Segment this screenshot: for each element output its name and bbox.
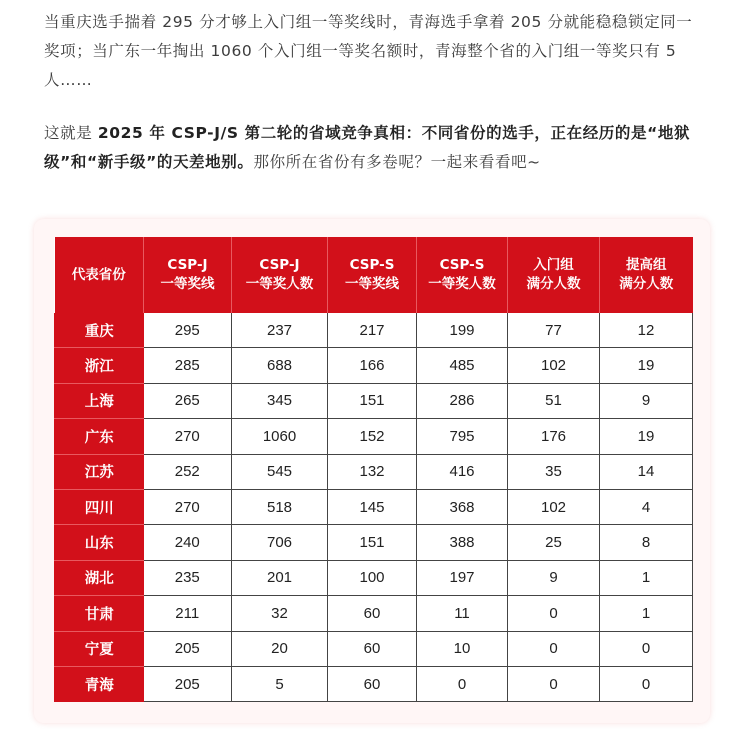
value-cell: 11 bbox=[417, 596, 508, 631]
value-cell: 102 bbox=[508, 348, 600, 383]
summary-paragraph bbox=[44, 119, 704, 177]
value-cell: 518 bbox=[232, 489, 328, 524]
value-cell: 270 bbox=[144, 489, 232, 524]
value-cell: 205 bbox=[144, 631, 232, 666]
value-cell: 345 bbox=[232, 383, 328, 418]
value-cell: 12 bbox=[600, 313, 693, 348]
column-header-line: 代表省份 bbox=[71, 266, 126, 283]
value-cell: 270 bbox=[144, 419, 232, 454]
value-cell: 100 bbox=[328, 560, 417, 595]
value-cell: 0 bbox=[508, 631, 600, 666]
header-row bbox=[55, 237, 693, 313]
value-cell: 252 bbox=[144, 454, 232, 489]
value-cell: 0 bbox=[600, 631, 693, 666]
value-cell: 706 bbox=[232, 525, 328, 560]
summary-prefix: 这就是 bbox=[44, 124, 98, 142]
column-header-line: 提高组 bbox=[626, 257, 667, 273]
table-row bbox=[55, 419, 693, 454]
value-cell: 0 bbox=[508, 666, 600, 701]
column-header-line: CSP-J bbox=[167, 257, 208, 273]
value-cell: 265 bbox=[144, 383, 232, 418]
value-cell: 197 bbox=[417, 560, 508, 595]
table-row bbox=[55, 560, 693, 595]
value-cell: 60 bbox=[328, 631, 417, 666]
province-cell: 山东 bbox=[55, 525, 144, 560]
table-row bbox=[55, 596, 693, 631]
province-cell: 江苏 bbox=[55, 454, 144, 489]
value-cell: 368 bbox=[417, 489, 508, 524]
province-cell: 青海 bbox=[55, 666, 144, 701]
table-row bbox=[55, 313, 693, 348]
value-cell: 240 bbox=[144, 525, 232, 560]
value-cell: 25 bbox=[508, 525, 600, 560]
value-cell: 545 bbox=[232, 454, 328, 489]
value-cell: 211 bbox=[144, 596, 232, 631]
value-cell: 237 bbox=[232, 313, 328, 348]
province-cell: 浙江 bbox=[55, 348, 144, 383]
value-cell: 152 bbox=[328, 419, 417, 454]
province-cell: 甘肃 bbox=[55, 596, 144, 631]
value-cell: 795 bbox=[417, 419, 508, 454]
column-header-line: 满分人数 bbox=[619, 276, 674, 292]
value-cell: 286 bbox=[417, 383, 508, 418]
province-cell: 四川 bbox=[55, 489, 144, 524]
value-cell: 151 bbox=[328, 525, 417, 560]
table-row bbox=[55, 454, 693, 489]
value-cell: 205 bbox=[144, 666, 232, 701]
summary-suffix: 那你所在省份有多卷呢？一起来看看吧~ bbox=[253, 153, 541, 171]
column-header-line: CSP-J bbox=[259, 257, 300, 273]
value-cell: 295 bbox=[144, 313, 232, 348]
table-row bbox=[55, 489, 693, 524]
column-header-line: CSP-S bbox=[349, 257, 395, 273]
value-cell: 145 bbox=[328, 489, 417, 524]
intro-paragraph: 当重庆选手揣着 295 分才够上入门组一等奖线时，青海选手拿着 205 分就能稳稳锁定同一奖项；当广东一年掏出 1060 个入门组一等奖名额时，青海整个省的入门组一等奖只有 5 人…… bbox=[44, 13, 693, 89]
value-cell: 0 bbox=[417, 666, 508, 701]
value-cell: 60 bbox=[328, 666, 417, 701]
table-row bbox=[55, 666, 693, 701]
value-cell: 10 bbox=[417, 631, 508, 666]
column-header-line: 一等奖线 bbox=[160, 276, 215, 292]
value-cell: 151 bbox=[328, 383, 417, 418]
column-header-line: 一等奖人数 bbox=[428, 276, 496, 292]
value-cell: 176 bbox=[508, 419, 600, 454]
value-cell: 8 bbox=[600, 525, 693, 560]
table-body bbox=[55, 313, 693, 702]
province-score-table bbox=[54, 237, 693, 702]
column-header bbox=[232, 237, 328, 313]
column-header bbox=[600, 237, 693, 313]
column-header bbox=[417, 237, 508, 313]
value-cell: 14 bbox=[600, 454, 693, 489]
table-row bbox=[55, 348, 693, 383]
table-header bbox=[55, 237, 693, 313]
value-cell: 9 bbox=[508, 560, 600, 595]
value-cell: 35 bbox=[508, 454, 600, 489]
value-cell: 1060 bbox=[232, 419, 328, 454]
value-cell: 1 bbox=[600, 560, 693, 595]
value-cell: 132 bbox=[328, 454, 417, 489]
value-cell: 285 bbox=[144, 348, 232, 383]
value-cell: 20 bbox=[232, 631, 328, 666]
column-header-line: 一等奖线 bbox=[345, 276, 399, 292]
column-header-line: 满分人数 bbox=[526, 276, 581, 292]
value-cell: 199 bbox=[417, 313, 508, 348]
value-cell: 217 bbox=[328, 313, 417, 348]
value-cell: 388 bbox=[417, 525, 508, 560]
province-cell: 广东 bbox=[55, 419, 144, 454]
value-cell: 0 bbox=[508, 596, 600, 631]
summary-bold-text: 2025 年 CSP-J/S 第二轮的省域竞争真相：不同省份的选手，正在经历的是“地狱级”和“新手级”的天差地别。 bbox=[44, 124, 691, 171]
column-header bbox=[55, 237, 144, 313]
province-cell: 湖北 bbox=[55, 560, 144, 595]
value-cell: 5 bbox=[232, 666, 328, 701]
value-cell: 51 bbox=[508, 383, 600, 418]
table-row bbox=[55, 525, 693, 560]
province-cell: 上海 bbox=[55, 383, 144, 418]
province-cell: 重庆 bbox=[55, 313, 144, 348]
value-cell: 9 bbox=[600, 383, 693, 418]
value-cell: 1 bbox=[600, 596, 693, 631]
value-cell: 32 bbox=[232, 596, 328, 631]
value-cell: 416 bbox=[417, 454, 508, 489]
table-row bbox=[55, 631, 693, 666]
province-cell: 宁夏 bbox=[55, 631, 144, 666]
column-header-line: CSP-S bbox=[439, 257, 485, 273]
column-header-line: 入门组 bbox=[533, 257, 574, 273]
value-cell: 485 bbox=[417, 348, 508, 383]
value-cell: 0 bbox=[600, 666, 693, 701]
value-cell: 4 bbox=[600, 489, 693, 524]
table-row bbox=[55, 383, 693, 418]
value-cell: 688 bbox=[232, 348, 328, 383]
column-header bbox=[144, 237, 232, 313]
value-cell: 77 bbox=[508, 313, 600, 348]
value-cell: 166 bbox=[328, 348, 417, 383]
value-cell: 201 bbox=[232, 560, 328, 595]
column-header bbox=[508, 237, 600, 313]
value-cell: 102 bbox=[508, 489, 600, 524]
value-cell: 235 bbox=[144, 560, 232, 595]
value-cell: 19 bbox=[600, 348, 693, 383]
column-header-line: 一等奖人数 bbox=[245, 276, 314, 292]
value-cell: 60 bbox=[328, 596, 417, 631]
value-cell: 19 bbox=[600, 419, 693, 454]
column-header bbox=[328, 237, 417, 313]
